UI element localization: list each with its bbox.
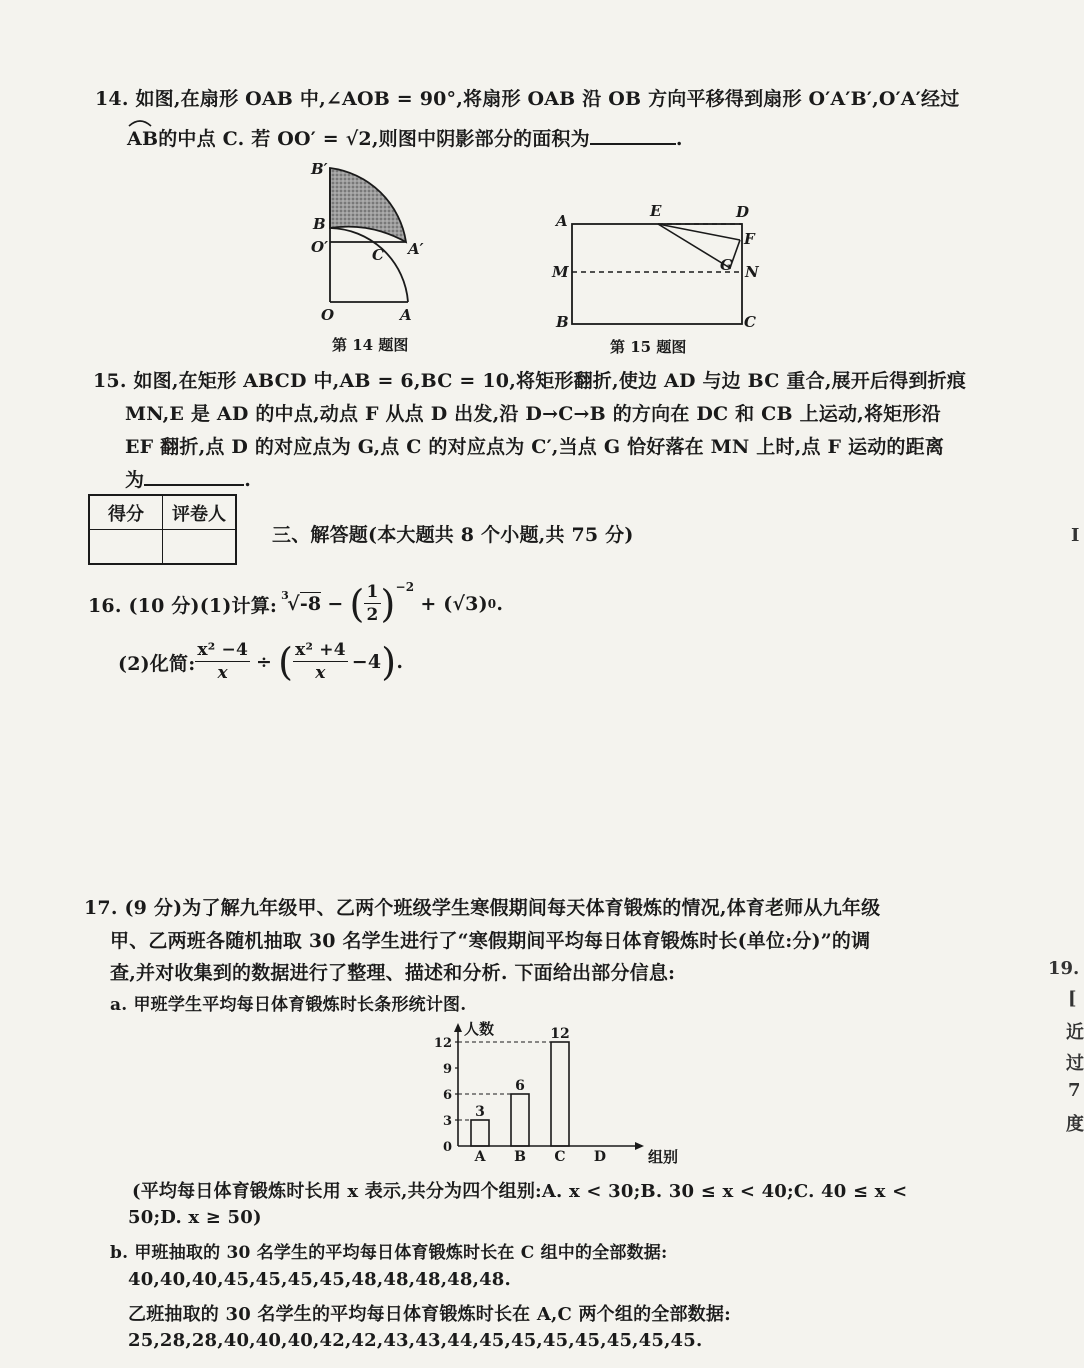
figure-14-caption: 第 14 题图 [332, 336, 409, 354]
x-tick-label: D [593, 1149, 607, 1165]
x-tick-label: B [514, 1149, 526, 1165]
q16-part1 [88, 578, 503, 630]
exponent: −2 [395, 580, 415, 594]
bar [551, 1042, 569, 1146]
q15-line3: EF 翻折,点 D 的对应点为 G,点 C 的对应点为 C′,当点 G 恰好落在 MN 上时,点 F 运动的距离 [125, 436, 945, 458]
q14-line2-text: AB的中点 C. 若 OO′ = √2,则图中阴影部分的面积为 [127, 128, 590, 150]
fig15-label-N: N [745, 263, 759, 281]
score-header: 得分 [89, 495, 163, 530]
left-paren: ( [349, 582, 365, 626]
fig14-label-C: C [372, 246, 384, 264]
radicand: -8 [299, 593, 322, 615]
q15-line4 [125, 465, 251, 492]
score-cell [89, 530, 163, 565]
fig15-label-B: B [556, 313, 569, 331]
cube-root [281, 589, 322, 615]
y-tick-label: 6 [442, 1088, 452, 1103]
q17-note1: (平均每日体育锻炼时长用 x 表示,共分为四个组别:A. x < 30;B. 30 ≤ x < 40;C. 40 ≤ x < [132, 1181, 908, 1202]
fraction-2 [293, 642, 348, 682]
fig15-label-G: G [720, 256, 733, 274]
fig15-label-A: A [556, 212, 568, 230]
edge-glyph-4: 7 [1068, 1080, 1081, 1101]
fig14-label-O: O [321, 306, 335, 324]
q14-line2 [127, 124, 683, 151]
frac-num: 1 [366, 582, 379, 602]
bar-data-label: 6 [515, 1078, 525, 1094]
q15-answer-blank [144, 466, 244, 486]
y-axis-label: 人数 [464, 1020, 495, 1038]
frac2-den: x [315, 663, 326, 683]
fig14-label-Aprime: A′ [408, 240, 424, 258]
q15-line1: 15. 如图,在矩形 ABCD 中,AB = 6,BC = 10,将矩形翻折,使边 AD 与边 BC 重合,展开后得到折痕 [93, 370, 967, 392]
section-3-heading: 三、解答题(本大题共 8 个小题,共 75 分) [272, 524, 634, 546]
y-tick-label: 12 [433, 1036, 452, 1051]
bar-chart [420, 1018, 680, 1168]
bar-data-label: 3 [475, 1104, 485, 1120]
edge-glyph-3: 过 [1066, 1053, 1084, 1074]
right-paren-2: ) [381, 640, 397, 684]
x-tick-label: A [474, 1149, 486, 1165]
frac1-num: x² −4 [197, 640, 248, 660]
fraction-1 [195, 642, 250, 682]
edge-q19-number: 19. [1048, 958, 1080, 979]
arc-symbol-icon [127, 116, 153, 128]
q17-line2: 甲、乙两班各随机抽取 30 名学生进行了“寒假期间平均每日体育锻炼时长(单位:分)”的调 [110, 930, 871, 952]
left-paren-2: ( [278, 640, 294, 684]
minus-four: −4 [351, 651, 382, 673]
q17-note2: 50;D. x ≥ 50) [128, 1207, 262, 1228]
q17-item-b: b. 甲班抽取的 30 名学生的平均每日体育锻炼时长在 C 组中的全部数据: [110, 1243, 668, 1263]
rectangle-ABCD [572, 224, 742, 324]
q17-data-yi: 25,28,28,40,40,40,42,42,43,43,44,45,45,45,45,45,45,45. [128, 1330, 703, 1351]
x-axis-arrow-icon [635, 1142, 644, 1150]
q15-line2: MN,E 是 AD 的中点,动点 F 从点 D 出发,沿 D→C→B 的方向在 DC 和 CB 上运动,将矩形沿 [125, 403, 941, 425]
q14-answer-blank [590, 125, 676, 145]
y-tick-label: 3 [442, 1114, 452, 1129]
zero-exponent: 0 [487, 597, 497, 611]
fig14-label-B: B [313, 215, 326, 233]
q16-part2 [118, 636, 403, 688]
shaded-region [330, 168, 406, 242]
edge-glyph-2: 近 [1066, 1022, 1084, 1043]
minus-sign: − [327, 593, 344, 615]
q16-part2-prefix: (2)化简: [118, 652, 196, 675]
fraction-half [364, 584, 380, 624]
q14-line2-end: . [675, 128, 683, 150]
fig14-label-A: A [400, 306, 412, 324]
q16-part1-end: . [496, 593, 504, 615]
fig15-label-D: D [736, 203, 750, 221]
plus-part: + (√3) [420, 593, 488, 615]
frac-den: 2 [366, 605, 379, 625]
q17-data-jia: 40,40,40,45,45,45,45,48,48,48,48,48. [128, 1269, 511, 1290]
q17-line3: 查,并对收集到的数据进行了整理、描述和分析. 下面给出部分信息: [110, 962, 676, 984]
q17-line1: 17. (9 分)为了解九年级甲、乙两个班级学生寒假期间每天体育锻炼的情况,体育老师从九年级 [84, 897, 881, 919]
grader-cell [163, 530, 237, 565]
x-tick-label: C [554, 1149, 566, 1165]
arc-AB [330, 228, 408, 302]
radical-sign-icon: √ [287, 593, 300, 615]
edge-glyph-1: [ [1068, 988, 1077, 1009]
fig15-label-F: F [744, 230, 755, 248]
fig15-label-E: E [650, 202, 662, 220]
cube-root-index: 3 [281, 589, 289, 602]
y-tick-label: 0 [442, 1140, 452, 1155]
frac1-den: x [217, 663, 228, 683]
q16-part2-end: . [396, 651, 404, 673]
fig15-label-M: M [552, 263, 569, 281]
score-table [88, 494, 237, 565]
frac2-num: x² +4 [295, 640, 346, 660]
figure-15-caption: 第 15 题图 [610, 338, 687, 356]
bar [511, 1094, 529, 1146]
bar [471, 1120, 489, 1146]
x-axis-label: 组别 [648, 1148, 679, 1166]
bar-data-label: 12 [550, 1026, 570, 1042]
fig14-label-Bprime: B′ [311, 160, 328, 178]
q15-line4-end: . [244, 469, 252, 491]
q17-item-b2: 乙班抽取的 30 名学生的平均每日体育锻炼时长在 A,C 两个组的全部数据: [128, 1304, 731, 1325]
y-tick-label: 9 [442, 1062, 452, 1077]
fig14-label-Oprime: O′ [311, 238, 329, 256]
q14-line1: 14. 如图,在扇形 OAB 中,∠AOB = 90°,将扇形 OAB 沿 OB 方向平移得到扇形 O′A′B′,O′A′经过 [95, 88, 960, 110]
q15-line4-text: 为 [125, 469, 145, 491]
edge-glyph-5: 度 [1066, 1114, 1084, 1135]
q16-part1-prefix: 16. (10 分)(1)计算: [88, 594, 278, 617]
grader-header: 评卷人 [163, 495, 237, 530]
edge-glyph-6: I [1071, 525, 1080, 546]
divide-sign: ÷ [256, 651, 273, 673]
q17-item-a: a. 甲班学生平均每日体育锻炼时长条形统计图. [110, 995, 467, 1015]
right-paren: ) [380, 582, 396, 626]
fig15-label-C: C [744, 313, 756, 331]
y-axis-arrow-icon [454, 1023, 462, 1032]
